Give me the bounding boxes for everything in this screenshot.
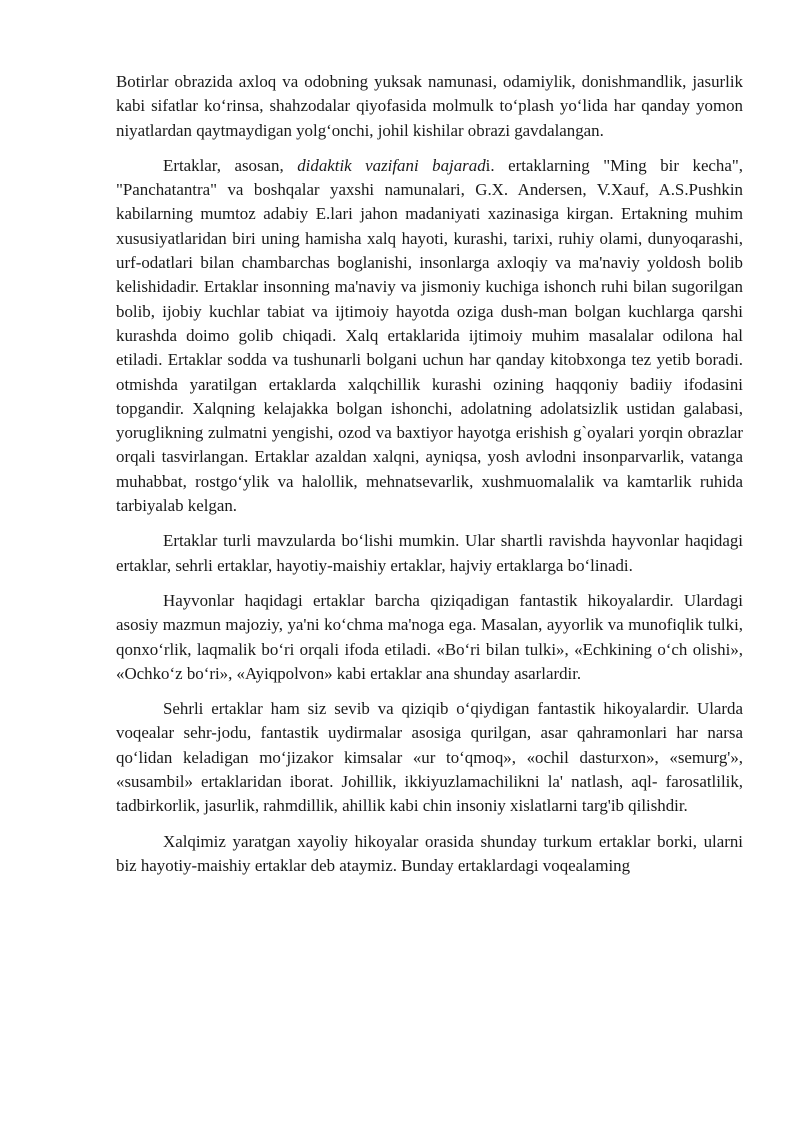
paragraph-5: Sehrli ertaklar ham siz sevib va qiziqib o‘qiydigan fantastik hikoyalardir. Ularda voqealar sehr-jodu, fantastik uydirmalar asosiga qurilgan, asar qahramonlari har narsa qo‘lidan keladigan mo‘jizakor kimsalar «ur to‘qmoq», «ochil dasturxon», «semurg'», «susambil» ertaklaridan iborat. Johillik, ikkiyuzlamachilikni la' natlash, aql- farosatlilik, tadbirkorlik, jasurlik, rahmdillik, ahillik kabi chin insoniy xislatlarni targ'ib qilishdir.: [116, 699, 743, 816]
paragraph-6: Xalqimiz yaratgan xayoliy hikoyalar orasida shunday turkum ertaklar borki, ularni biz hayotiy-maishiy ertaklar deb ataymiz. Bunday ertaklardagi voqealaming: [116, 831, 743, 875]
paragraph-2-lead: Ertaklar, asosan,: [163, 155, 298, 175]
paragraph-3: Ertaklar turli mavzularda bo‘lishi mumkin. Ular shartli ravishda hayvonlar haqidagi ertaklar, sehrli ertaklar, hayotiy-maishiy ertaklar, hajviy ertaklarga bo‘linadi.: [116, 531, 743, 575]
paragraph-1: Botirlar obrazida axloq va odobning yuksak namunasi, odamiylik, donishmandlik, jasurlik kabi sifatlar ko‘rinsa, shahzodalar qiyofasida molmulk to‘plash yo‘lida har qanday yomon niyatlardan qaytmaydigan yolg‘onchi, johil kishilar obrazi gavdalangan.: [116, 72, 743, 140]
paragraph-2-body: i. ertaklarning "Ming bir kecha", "Panchatantra" va boshqalar yaxshi namunalari, G.X. Andersen, V.Xauf, A.S.Pushkin kabilarning mumtoz adabiy E.lari jahon madaniyati xazinasiga kirgan. Ertakning muhim xususiyatlaridan biri uning hamisha xalq hayoti, kurashi, tarixi, ruhiy olami, dunyoqarashi, urf-odatlari bilan chambarchas boglanishi, insonlarga axloqiy va ma'naviy yoldosh bolib kelishidadir. Ertaklar insonning ma'naviy va jismoniy kuchiga ishonch ruhi bilan sugorilgan bolib, ijobiy kuchlar tabiat va ijtimoiy hayotda oziga dush-man bolgan kuchlarga qarshi kurashda doimo golib chiqadi. Xalq ertaklarida ijtimoiy muhim masalalar odilona hal etiladi. Ertaklar sodda va tushunarli bolgani uchun har qanday kitobxonga tez yetib boradi. otmishda yaratilgan ertaklarda xalqchillik kurashi ozining haqqoniy badiiy ifodasini topgandir. Xalqning kelajakka bolgan ishonchi, adolatning adolatsizlik ustidan galabasi, yoruglikning zulmatni yengishi, ozod va baxtiyor hayotga erishish g`oyalari yorqin obrazlar orqali tasvirlangan. Ertaklar azaldan xalqni, ayniqsa, yosh avlodni insonparvarlik, vatanga muhabbat, rostgo‘ylik va halollik, mehnatsevarlik, xushmuomalalik va kamtarlik ruhida tarbiyalab kelgan.: [116, 155, 743, 516]
paragraph-4: Hayvonlar haqidagi ertaklar barcha qiziqadigan fantastik hikoyalardir. Ulardagi asosiy mazmun majoziy, ya'ni ko‘chma ma'noga ega. Masalan, ayyorlik va munofiqlik tulki, qonxo‘rlik, laqmalik bo‘ri orqali ifoda etiladi. «Bo‘ri bilan tulki», «Echkining o‘ch olishi», «Ochko‘z bo‘ri», «Ayiqpolvon» kabi ertaklar ana shunday asarlardir.: [116, 590, 743, 683]
document-page: [116, 70, 743, 889]
paragraph-2-italic-phrase: didaktik vazifani bajarad: [297, 155, 486, 175]
paragraph-2: [116, 154, 743, 518]
